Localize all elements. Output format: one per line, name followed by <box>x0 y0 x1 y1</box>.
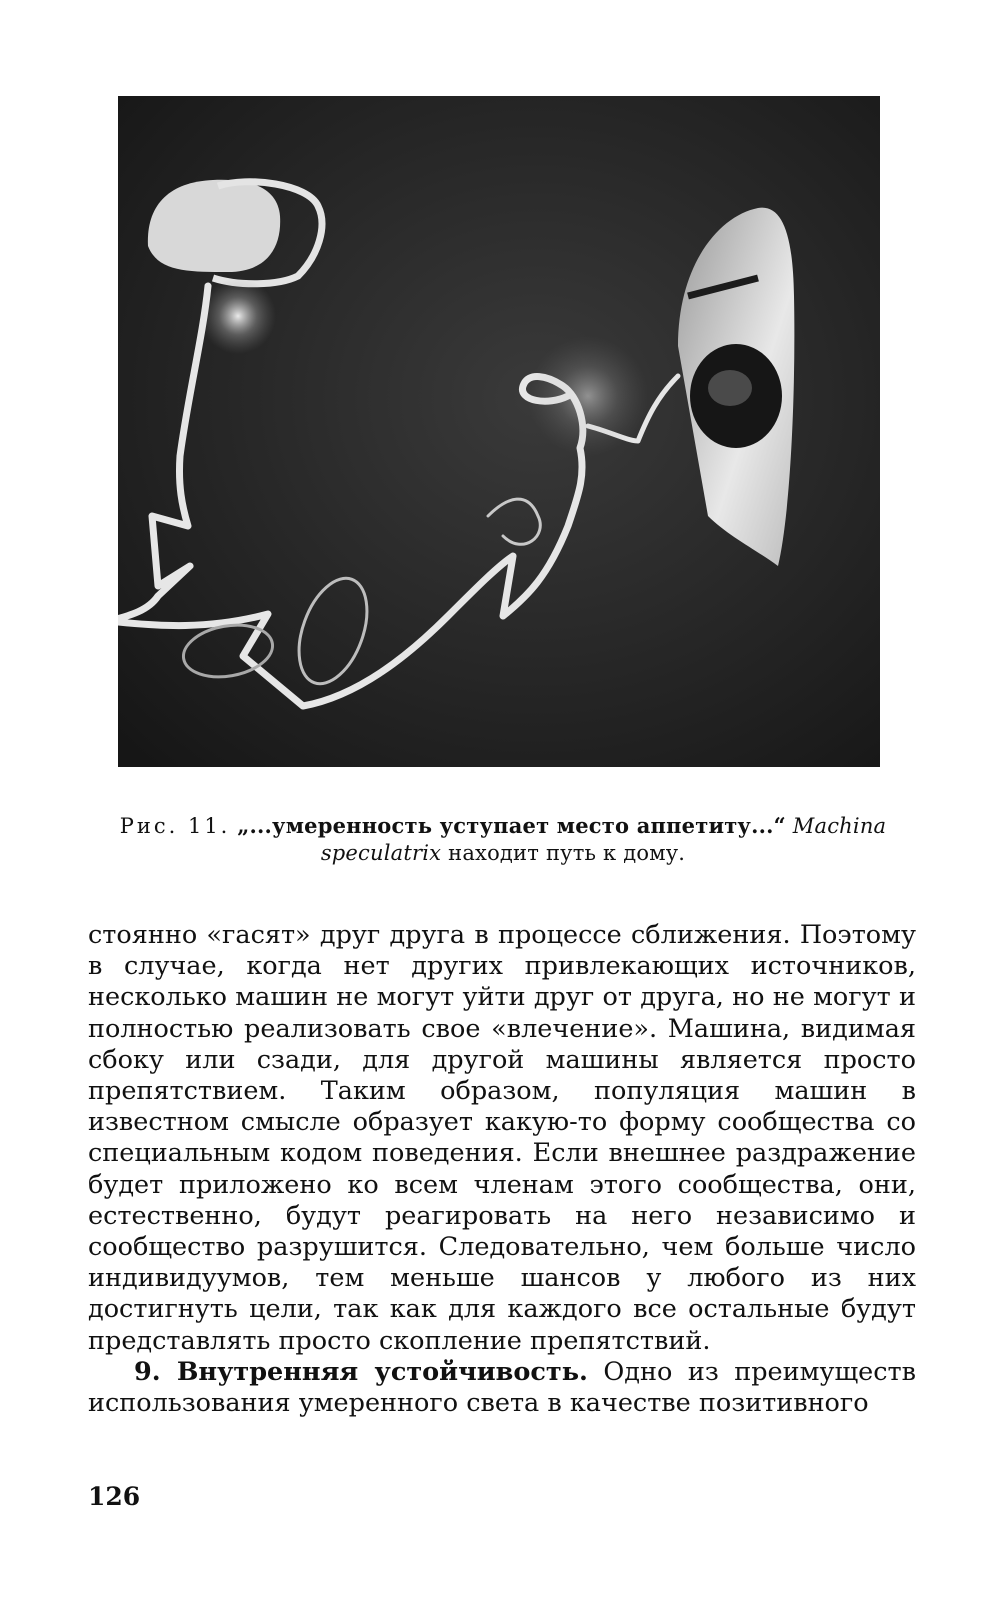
light-trail-photo <box>118 96 880 767</box>
page-number: 126 <box>88 1482 141 1511</box>
paragraph-section-9 <box>88 1357 916 1419</box>
caption-latin-genus: Machina <box>792 814 887 838</box>
figure-photo <box>118 96 880 767</box>
body-text <box>88 920 916 1419</box>
caption-prefix: Рис. 11. <box>119 814 231 838</box>
paragraph-continuation: стоянно «гасят» друг друга в процессе сближения. Поэтому в случае, когда нет других привлекающих источников, несколько машин не могут уйти друг от друга, но не могут и полностью реализовать свое «влечение». Машина, видимая сбоку или сзади, для другой машины является просто препятствием. Таким образом, популяция машин в известном смысле образует какую-то форму сообщества со специальным кодом поведения. Если внешнее раздражение будет приложено ко всем членам этого сообщества, они, естественно, будут реагировать на него независимо и сообщество разрушится. Следовательно, чем больше число индивидуумов, тем меньше шансов у любого из них достигнуть цели, так как для каждого все остальные будут представлять просто скопление препятствий. <box>88 920 916 1356</box>
section-text: Одно из преимуществ использования умеренного света в качестве позитивного <box>88 1356 917 1419</box>
caption-latin-species: speculatrix <box>320 841 442 865</box>
caption-quote: „...умеренность уступает место аппетиту...“ <box>237 813 786 838</box>
section-heading: 9. Внутренняя устойчивость. <box>134 1356 588 1387</box>
caption-rest: находит путь к дому. <box>448 841 686 865</box>
figure-caption <box>88 812 918 867</box>
